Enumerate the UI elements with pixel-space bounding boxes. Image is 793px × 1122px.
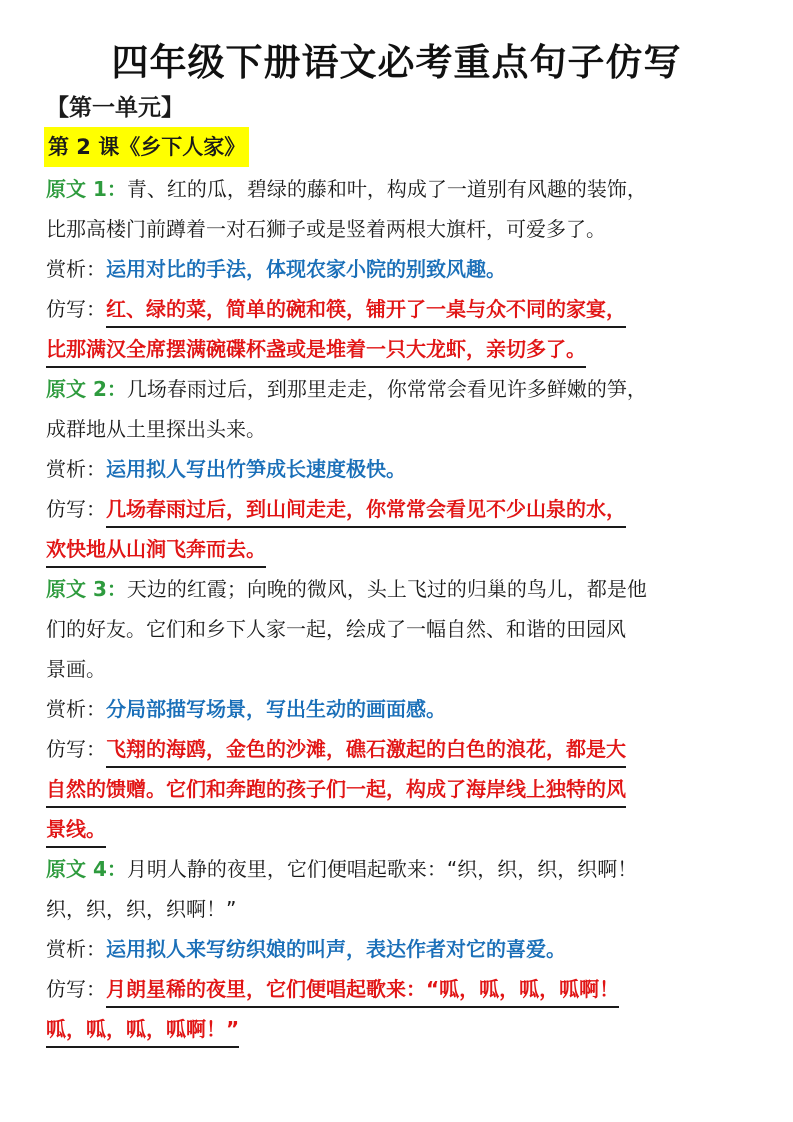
imitation-1-line-2 [46, 329, 750, 369]
imitation-3-line-2 [46, 769, 750, 809]
imitation-text: 自然的馈赠。它们和奔跑的孩子们一起，构成了海岸线上独特的风 [46, 772, 626, 808]
analysis-label: 赏析： [46, 697, 106, 721]
imitation-label: 仿写： [46, 737, 106, 761]
original-4-line-1 [46, 849, 750, 889]
original-3-line-2 [46, 609, 750, 649]
analysis-text: 分局部描写场景，写出生动的画面感。 [106, 697, 446, 721]
original-label: 原文 2： [46, 377, 127, 401]
imitation-label: 仿写： [46, 297, 106, 321]
analysis-label: 赏析： [46, 937, 106, 961]
unit-heading: 【第一单元】 [46, 95, 184, 121]
imitation-text: 月朗星稀的夜里，它们便唱起歌来：“呱，呱，呱，呱啊！ [106, 972, 619, 1008]
imitation-2-line-2 [46, 529, 750, 569]
imitation-text: 几场春雨过后，到山间走走，你常常会看见不少山泉的水， [106, 492, 626, 528]
imitation-label: 仿写： [46, 977, 106, 1001]
original-text: 比那高楼门前蹲着一对石狮子或是竖着两根大旗杆，可爱多了。 [46, 217, 606, 241]
original-text: 青、红的瓜，碧绿的藤和叶，构成了一道别有风趣的装饰， [126, 177, 647, 201]
analysis-text: 运用拟人来写纺织娘的叫声，表达作者对它的喜爱。 [106, 937, 566, 961]
original-text: 几场春雨过后，到那里走走，你常常会看见许多鲜嫩的笋， [126, 377, 647, 401]
imitation-text: 呱，呱，呱，呱啊！” [46, 1012, 239, 1048]
analysis-label: 赏析： [46, 457, 106, 481]
original-text: 月明人静的夜里，它们便唱起歌来：“织，织，织，织啊！ [126, 857, 638, 881]
analysis-label: 赏析： [46, 257, 106, 281]
imitation-2-line-1 [46, 489, 750, 529]
page-title: 四年级下册语文必考重点句子仿写 [111, 41, 682, 84]
original-3-line-1 [46, 569, 750, 609]
imitation-text: 比那满汉全席摆满碗碟杯盏或是堆着一只大龙虾，亲切多了。 [46, 332, 586, 368]
analysis-4 [46, 929, 750, 969]
analysis-1 [46, 249, 750, 289]
original-text: 天边的红霞；向晚的微风，头上飞过的归巢的鸟儿，都是他 [126, 577, 647, 601]
original-label: 原文 3： [46, 577, 127, 601]
original-4-line-2 [46, 889, 750, 929]
original-label: 原文 4： [46, 857, 127, 881]
imitation-label: 仿写： [46, 497, 106, 521]
analysis-2 [46, 449, 750, 489]
original-text: 们的好友。它们和乡下人家一起，绘成了一幅自然、和谐的田园风 [46, 617, 626, 641]
analysis-text: 运用对比的手法，体现农家小院的别致风趣。 [106, 257, 506, 281]
original-1-line-1 [46, 169, 750, 209]
imitation-4-line-1 [46, 969, 750, 1009]
original-text: 景画。 [46, 657, 106, 681]
original-1-line-2 [46, 209, 750, 249]
lesson-heading: 第 2 课《乡下人家》 [44, 127, 249, 167]
imitation-3-line-3 [46, 809, 750, 849]
original-text: 成群地从土里探出头来。 [46, 417, 266, 441]
analysis-3 [46, 689, 750, 729]
original-label: 原文 1： [46, 177, 127, 201]
original-3-line-3 [46, 649, 750, 689]
imitation-text: 欢快地从山涧飞奔而去。 [46, 532, 266, 568]
analysis-text: 运用拟人写出竹笋成长速度极快。 [106, 457, 406, 481]
original-2-line-1 [46, 369, 750, 409]
imitation-1-line-1 [46, 289, 750, 329]
imitation-3-line-1 [46, 729, 750, 769]
imitation-text: 飞翔的海鸥，金色的沙滩，礁石激起的白色的浪花，都是大 [106, 732, 626, 768]
imitation-text: 红、绿的菜，简单的碗和筷，铺开了一桌与众不同的家宴， [106, 292, 626, 328]
imitation-text: 景线。 [46, 812, 106, 848]
original-text: 织，织，织，织啊！” [46, 897, 237, 921]
imitation-4-line-2 [46, 1009, 750, 1049]
original-2-line-2 [46, 409, 750, 449]
